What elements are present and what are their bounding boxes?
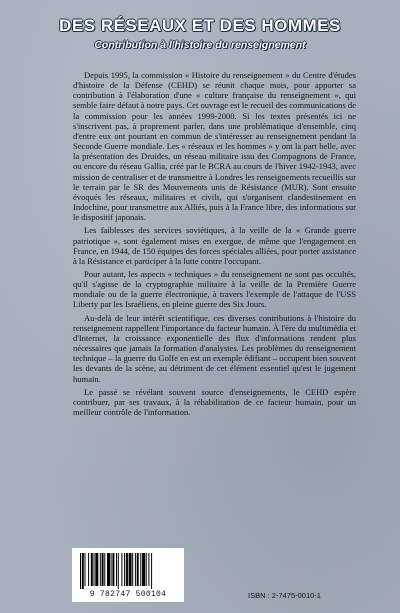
blurb-paragraph-5: Le passé se révélant souvent source d'enseignements, le CEHD espère contribuer, par ses travaux, à la réhabilitation de ce facteur humain, pour un meilleur contrôle de l'information.: [73, 386, 356, 417]
isbn-number: ISBN : 2-7475-0010-1: [248, 591, 321, 600]
barcode-bar-8: [102, 553, 104, 586]
barcode: [72, 548, 184, 602]
barcode-bar-0: [80, 553, 81, 589]
blurb-paragraph-3: Pour autant, les aspects « techniques » du renseignement ne sont pas occultés, qu'il s'agisse de la cryptographie militaire à la veille de la Première Guerre mondiale ou de la guerre électronique, à travers l'exemple de l'attaque de l'USS Liberty par les Israéliens, en pleine guerre des Six Jours.: [73, 268, 356, 310]
cover-subtitle: Contribution à l'histoire du renseignement: [94, 39, 306, 51]
barcode-bar-19: [132, 553, 133, 586]
barcode-bar-15: [121, 553, 122, 586]
barcode-bar-13: [116, 553, 117, 586]
barcode-bar-26: [151, 553, 152, 589]
barcode-bar-25: [148, 553, 149, 586]
barcode-bar-12: [112, 553, 114, 586]
barcode-bar-18: [129, 553, 132, 586]
barcode-bar-10: [107, 553, 110, 586]
blurb-text: [73, 70, 356, 420]
barcode-bars: [80, 553, 176, 589]
barcode-bar-2: [85, 553, 86, 586]
barcode-bar-7: [100, 553, 101, 586]
barcode-bar-3: [88, 553, 89, 586]
barcode-bar-5: [94, 553, 95, 586]
barcode-bar-17: [126, 553, 128, 586]
barcode-digits: 9 782747 500104: [89, 590, 167, 599]
barcode-bar-14: [118, 553, 119, 589]
barcode-bar-21: [137, 553, 139, 586]
barcode-bar-9: [104, 553, 105, 586]
blurb-paragraph-2: Les faiblesses des services soviétiques, à la veille de la « Grande guerre patriotique », sont également mises en exergue, de même que l'engagement en France, en 1944, de 150 équipes des forces spéciales alliées, pour porter assistance à la Résistance et participer à la lutte contre l'occupant.: [73, 225, 356, 266]
barcode-bar-1: [82, 553, 84, 589]
barcode-bar-16: [124, 553, 125, 586]
barcode-bar-11: [111, 553, 112, 586]
barcode-bar-23: [142, 553, 145, 586]
barcode-bar-20: [135, 553, 136, 586]
barcode-bar-4: [91, 553, 93, 586]
cover-title: DES RÉSEAUX ET DES HOMMES: [59, 16, 341, 35]
blurb-paragraph-1: Depuis 1995, la commission « Histoire du renseignement » du Centre d'études d'histoire de la Défense (CEHD) se réunit chaque mois, pour apporter sa contribution à l'élaboration d'une « culture française du renseignement », qui semble faire défaut à notre pays. Cet ouvrage est le recueil des communications de la commission pour les années 1999-2000. Si les textes présentés ici ne s'inscrivent pas, à proprement parler, dans une problématique d'ensemble, cinq d'entre eux ont pourtant en commun de s'intéresser au renseignement pendant la Seconde Guerre mondiale. Les « réseaux et les hommes » y ont la part belle, avec la présentation des Druides, un réseau militaire issu des Compagnons de France, ou encore du réseau Gallia, créé par le BCRA au cours de l'hiver 1942-1943, avec mission de centraliser et de transmettre à Londres les renseignements recueillis sur le terrain par le SR des Mouvements unis de Résistance (MUR). Sont ensuite évoqués les réseaux, militaires et civils, qui s'organisent clandestinement en Indochine, pour transmettre aux Alliés, puis à la France libre, des informations sur le dispositif japonais.: [73, 70, 356, 223]
barcode-bar-22: [140, 553, 141, 586]
blurb-paragraph-4: Au-delà de leur intérêt scientifique, ces diverses contributions à l'histoire du renseignement rappellent l'importance du facteur humain. À l'ère du multimédia et d'Internet, la croissance exponentielle des flux d'informations rendent plus nécessaires que jamais la formation d'analystes. Les problèmes du renseignement technique – la guerre du Golfe en est un exemple édifiant – occupent bien souvent les devants de la scène, au détriment de cet élément essentiel qu'est le jugement humain.: [73, 312, 356, 384]
barcode-bar-6: [95, 553, 98, 586]
barcode-bar-24: [146, 553, 147, 586]
